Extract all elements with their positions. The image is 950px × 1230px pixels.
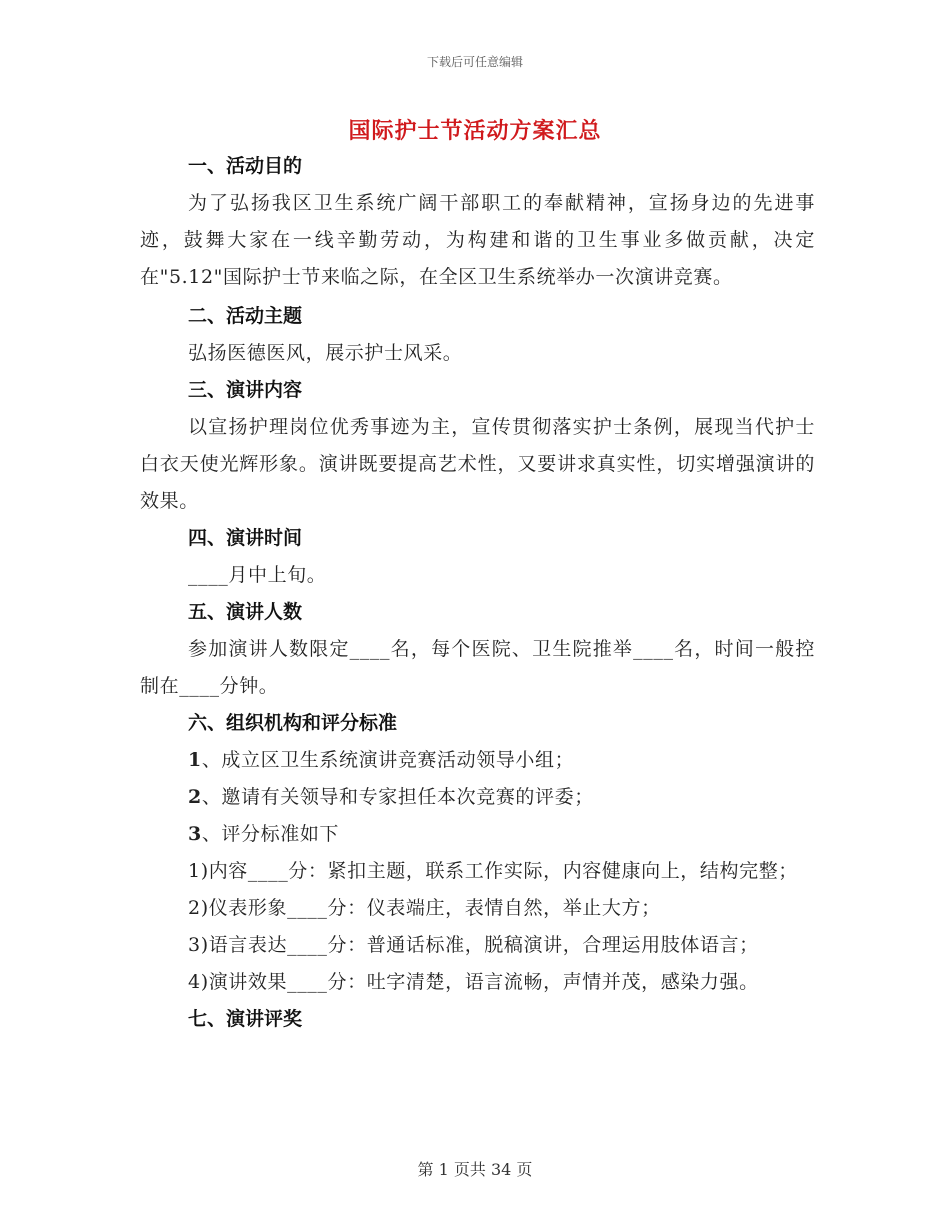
section-heading-count: 五、演讲人数 [188, 601, 303, 623]
document-title: 国际护士节活动方案汇总 [348, 119, 602, 144]
document-body [140, 148, 815, 1038]
list-item-number: 1 [188, 749, 202, 771]
list-item [140, 816, 815, 853]
section-heading-time: 四、演讲时间 [188, 527, 303, 549]
section-heading-organization: 六、组织机构和评分标准 [188, 712, 398, 734]
criteria-item: 4)演讲效果____分：吐字清楚，语言流畅，声情并茂，感染力强。 [188, 971, 759, 993]
list-item [140, 779, 815, 816]
criteria-item: 2)仪表形象____分：仪表端庄，表情自然，举止大方； [188, 897, 661, 919]
criteria-item: 1)内容____分：紧扣主题，联系工作实际，内容健康向上，结构完整； [188, 860, 798, 882]
page-footer: 第 1 页共 34 页 [417, 1160, 533, 1179]
section-heading-award: 七、演讲评奖 [188, 1008, 303, 1030]
list-item-text: 、邀请有关领导和专家担任本次竞赛的评委； [201, 786, 594, 808]
list-item-text: 、成立区卫生系统演讲竞赛活动领导小组； [201, 749, 575, 771]
list-item-number: 2 [188, 786, 202, 808]
section-paragraph-theme: 弘扬医德医风，展示护士风采。 [188, 342, 463, 364]
section-paragraph-content: 以宣扬护理岗位优秀事迹为主，宣传贯彻落实护士条例，展现当代护士白衣天使光辉形象。演讲既要提高艺术性，又要讲求真实性，切实增强演讲的效果。 [140, 416, 815, 512]
list-item-number: 3 [188, 823, 202, 845]
criteria-item: 3)语言表达____分：普通话标准，脱稿演讲，合理运用肢体语言； [188, 934, 759, 956]
section-paragraph-purpose: 为了弘扬我区卫生系统广阔干部职工的奉献精神，宣扬身边的先进事迹，鼓舞大家在一线辛勤劳动，为构建和谐的卫生事业多做贡献，决定在"5.12"国际护士节来临之际，在全区卫生系统举办一次演讲竞赛。 [140, 192, 815, 288]
header-note: 下载后可任意编辑 [426, 55, 523, 69]
section-heading-purpose: 一、活动目的 [188, 155, 303, 177]
section-paragraph-count: 参加演讲人数限定____名，每个医院、卫生院推举____名，时间一般控制在____分钟。 [140, 638, 815, 697]
list-item-text: 、评分标准如下 [201, 823, 340, 845]
section-paragraph-time: ____月中上旬。 [188, 564, 327, 586]
section-heading-theme: 二、活动主题 [188, 305, 303, 327]
list-item [140, 742, 815, 779]
section-heading-content: 三、演讲内容 [188, 379, 303, 401]
